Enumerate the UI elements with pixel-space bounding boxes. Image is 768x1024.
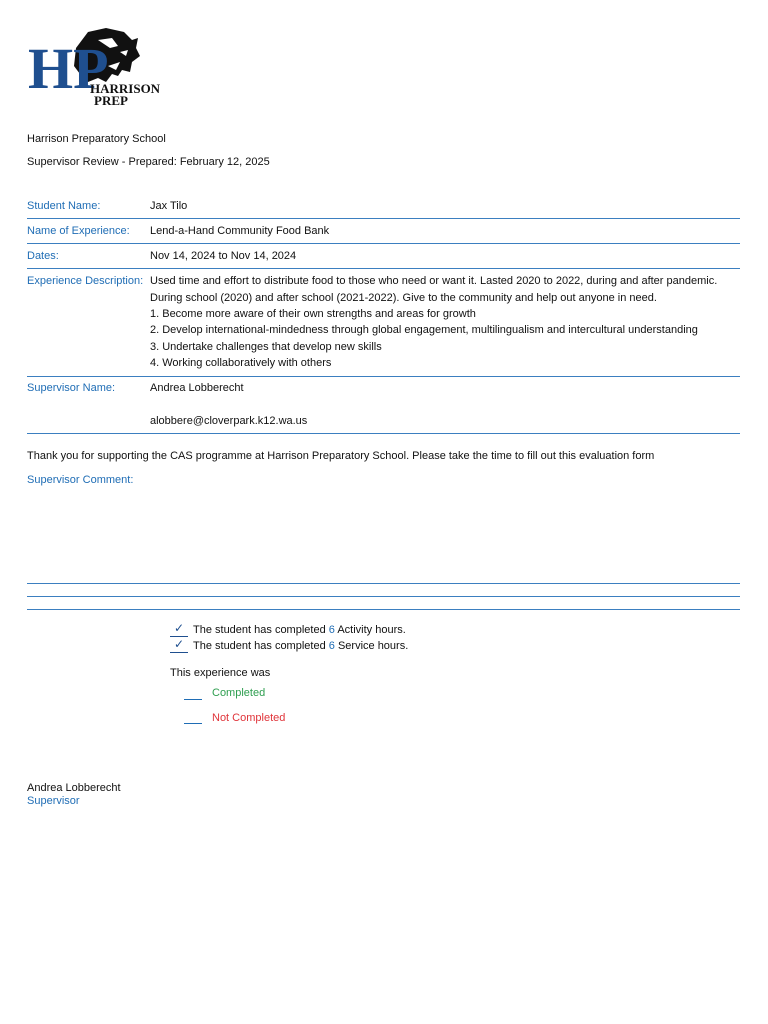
logo-line-2: PREP — [94, 93, 128, 108]
divider — [27, 376, 740, 377]
not-completed-option: Not Completed — [212, 712, 286, 724]
school-logo — [28, 26, 168, 130]
description-label: Experience Description: — [27, 275, 144, 287]
service-hours-number: 6 — [328, 640, 335, 652]
activity-hours-check — [170, 621, 188, 637]
experience-name-value: Lend-a-Hand Community Food Bank — [150, 225, 330, 237]
activity-hours-number: 6 — [328, 624, 335, 636]
comment-line — [27, 583, 740, 584]
student-name-value: Jax Tilo — [150, 200, 188, 212]
service-hours-line — [193, 640, 408, 652]
logo-monogram: HP — [28, 36, 109, 101]
dates-label: Dates: — [27, 250, 59, 262]
divider — [27, 433, 740, 434]
description-line: 2. Develop international-mindedness through global engagement, multilingualism and intercultural understanding — [150, 324, 698, 336]
description-line: During school (2020) and after school (2021-2022). Give to the community and help out anyone in need. — [150, 292, 657, 304]
supervisor-email: alobbere@cloverpark.k12.wa.us — [150, 415, 308, 427]
supervisor-comment-label: Supervisor Comment: — [27, 474, 134, 486]
service-hours-check — [170, 637, 188, 653]
activity-hours-line — [193, 624, 406, 636]
description-line: 3. Undertake challenges that develop new skills — [150, 341, 382, 353]
checkmark-icon: ✓ — [174, 637, 185, 651]
comment-line — [27, 609, 740, 610]
not-completed-blank[interactable] — [184, 723, 202, 724]
hours-prefix: The student has completed — [193, 624, 326, 636]
signature-name: Andrea Lobberecht — [27, 782, 121, 794]
school-name: Harrison Preparatory School — [27, 133, 166, 145]
description-line: Used time and effort to distribute food to those who need or want it. Lasted 2020 to 2022, during and after pandemic. — [150, 275, 718, 287]
description-line: 4. Working collaboratively with others — [150, 357, 332, 369]
divider — [27, 218, 740, 219]
hours-suffix: Activity hours. — [337, 624, 406, 636]
divider — [27, 243, 740, 244]
hours-prefix: The student has completed — [193, 640, 326, 652]
thanks-text: Thank you for supporting the CAS programme at Harrison Preparatory School. Please take the time to fill out this evaluation form — [27, 450, 655, 462]
logo-line-1: HARRISON — [90, 81, 161, 96]
completed-blank[interactable] — [184, 699, 202, 700]
hours-suffix: Service hours. — [337, 640, 409, 652]
supervisor-name-value: Andrea Lobberecht — [150, 382, 244, 394]
review-line: Supervisor Review - Prepared: February 12, 2025 — [27, 156, 270, 168]
experience-was-label: This experience was — [170, 667, 271, 679]
description-line: 1. Become more aware of their own strengths and areas for growth — [150, 308, 476, 320]
supervisor-name-label: Supervisor Name: — [27, 382, 116, 394]
signature-role: Supervisor — [27, 795, 80, 807]
student-name-label: Student Name: — [27, 200, 101, 212]
dates-value: Nov 14, 2024 to Nov 14, 2024 — [150, 250, 297, 262]
divider — [27, 268, 740, 269]
completed-option: Completed — [212, 687, 266, 699]
experience-name-label: Name of Experience: — [27, 225, 130, 237]
comment-line — [27, 596, 740, 597]
checkmark-icon: ✓ — [174, 621, 185, 635]
